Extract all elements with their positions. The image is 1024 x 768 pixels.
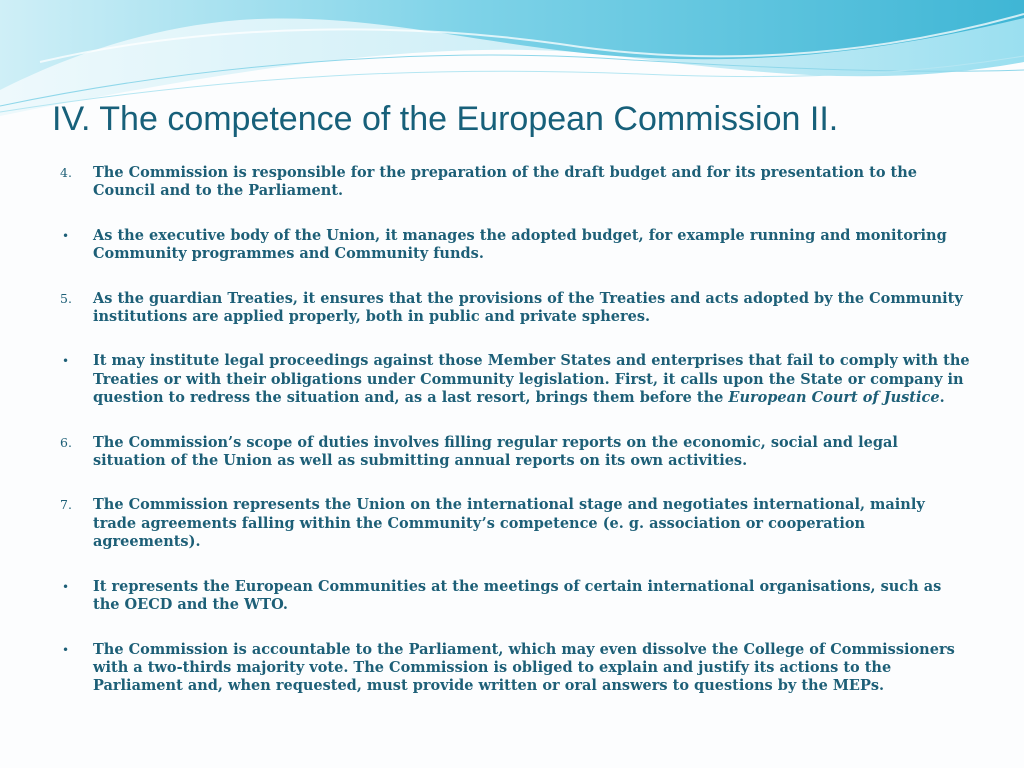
- bullet-marker: •: [62, 228, 70, 243]
- item-text: It represents the European Communities at the meetings of certain international organisations, such as the OECD and the WTO.: [93, 577, 942, 614]
- item-text-tail: .: [939, 389, 945, 407]
- list-item: [60, 434, 970, 471]
- list-item: [60, 290, 970, 327]
- item-text: As the executive body of the Union, it manages the adopted budget, for example running and monitoring Community programmes and Community funds.: [93, 226, 947, 263]
- list-marker: 6.: [60, 434, 72, 450]
- item-text: As the guardian Treaties, it ensures that the provisions of the Treaties and acts adopted by the Community institutions are applied properly, both in public and private spheres.: [93, 289, 963, 326]
- list-marker: 4.: [60, 165, 72, 180]
- item-text: The Commission is accountable to the Parliament, which may even dissolve the College of Commissioners with a two-thirds majority vote. The Commission is obliged to explain and justify its actions to the Parliament and, when requested, must provide written or oral answers to questions by the MEPs.: [93, 640, 955, 695]
- list-item: [60, 496, 970, 551]
- list-item: [60, 352, 970, 407]
- page-title: IV. The competence of the European Commission II.: [52, 100, 839, 138]
- list-item: [60, 164, 970, 201]
- content-list: [60, 164, 970, 696]
- item-text: It may institute legal proceedings against those Member States and enterprises that fail to comply with the Treaties or with their obligations under Community legislation. First, it calls upon the State or company in question to redress the situation and, as a last resort, brings them before the: [93, 352, 970, 407]
- list-item: [60, 641, 970, 696]
- list-item: [60, 227, 970, 264]
- item-text: The Commission is responsible for the preparation of the draft budget and for its presentation to the Council and to the Parliament.: [93, 164, 918, 200]
- bullet-marker: •: [62, 579, 70, 594]
- list-item: [60, 578, 970, 615]
- court-of-justice-emphasis: European Court of Justice: [728, 389, 940, 407]
- list-marker: 5.: [60, 290, 72, 306]
- list-marker: 7.: [60, 497, 72, 513]
- bullet-marker: •: [62, 354, 70, 369]
- bullet-marker: •: [62, 642, 70, 657]
- item-text: The Commission’s scope of duties involves filling regular reports on the economic, social and legal situation of the Union as well as submitting annual reports on its own activities.: [93, 433, 898, 470]
- item-text: The Commission represents the Union on the international stage and negotiates international, mainly trade agreements falling within the Community’s competence (e. g. association or cooperation agreements).: [93, 496, 925, 551]
